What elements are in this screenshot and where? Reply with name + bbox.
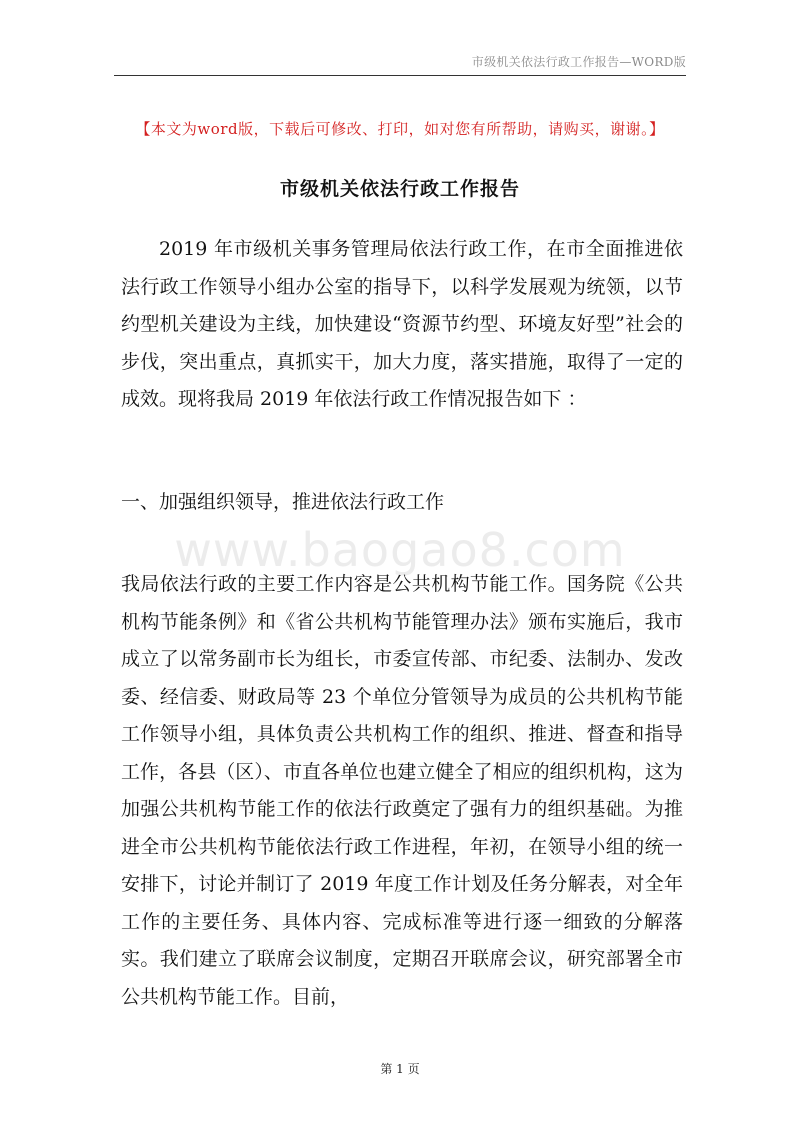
page-number: 第 1 页 <box>380 1062 420 1076</box>
purchase-notice: 【本文为word版，下载后可修改、打印，如对您有所帮助，请购买，谢谢。】 <box>135 120 665 138</box>
section-heading: 一、加强组织领导，推进依法行政工作 <box>121 491 445 513</box>
watermark: www.baogao8.com <box>174 523 626 577</box>
section-body-paragraph: 我局依法行政的主要工作内容是公共机构节能工作。国务院《公共机构节能条例》和《省公共机构节能管理办法》颁布实施后，我市成立了以常务副市长为组长，市委宣传部、市纪委、法制办、发改委、经信委、财政局等 23 个单位分管领导为成员的公共机构节能工作领导小组，具体负责公共机构工作的组织、推进、督查和指导工作，各县（区）、市直各单位也建立健全了相应的组织机构，这为加强公共机构节能工作的依法行政奠定了强有力的组织基础。为推进全市公共机构节能依法行政工作进程，年初，在领导小组的统一安排下，讨论并制订了 2019 年度工作计划及任务分解表，对全年工作的主要任务、具体内容、完成标准等进行逐一细致的分解落实。我们建立了联席会议制度，定期召开联席会议，研究部署全市公共机构节能工作。目前， <box>121 573 683 1008</box>
running-header: 市级机关依法行政工作报告—WORD版 <box>471 55 686 69</box>
header-divider <box>114 75 686 76</box>
intro-paragraph: 2019 年市级机关事务管理局依法行政工作，在市全面推进依法行政工作领导小组办公室的指导下，以科学发展观为统领，以节约型机关建设为主线，加快建设“资源节约型、环境友好型”社会的步伐，突出重点，真抓实干，加大力度，落实措施，取得了一定的成效。现将我局 2019 年依法行政工作情况报告如下 ： <box>121 238 683 410</box>
document-title: 市级机关依法行政工作报告 <box>279 178 520 200</box>
